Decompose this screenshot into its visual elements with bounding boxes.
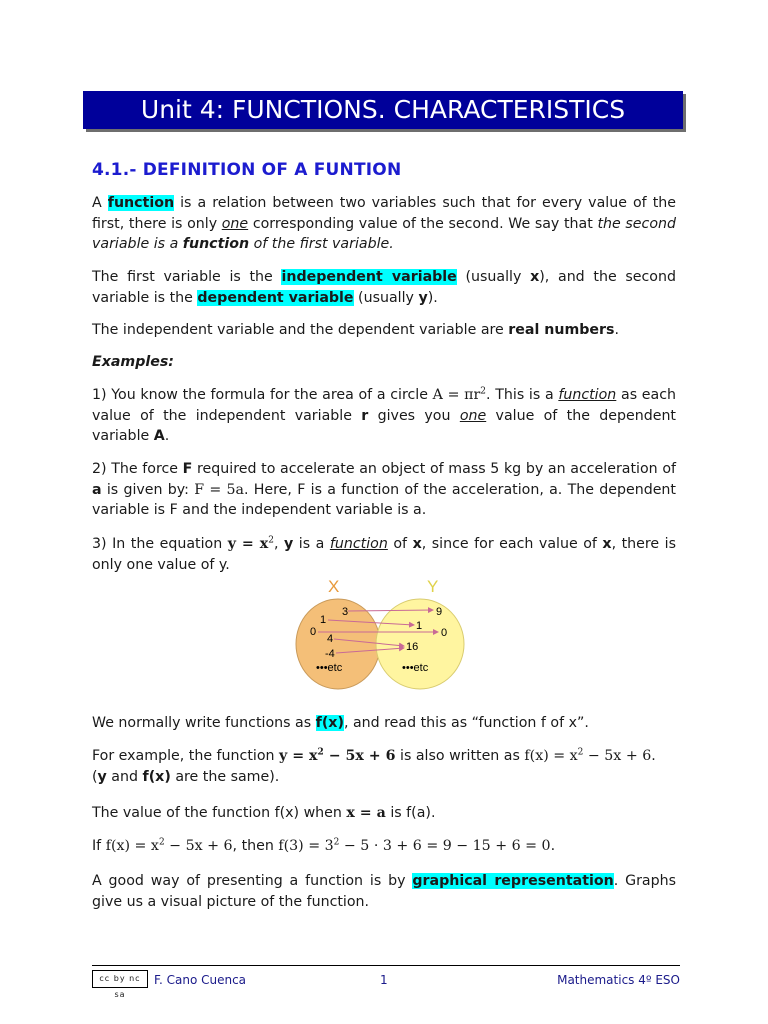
section-heading: 4.1.- DEFINITION OF A FUNTION xyxy=(92,160,402,180)
page-number: 1 xyxy=(380,973,388,987)
graph-paragraph: A good way of presenting a function is by graphical representation. Graphs give us a visual picture of the function. xyxy=(92,873,677,910)
evaluation-paragraph: If $f(x) = x^2 - 5x + 6$, then $f(3) = 3^2 - 5 \cdot 3 + 6 = 9 - 15 + 6 = 0$. xyxy=(92,837,556,854)
mapping-diagram xyxy=(290,578,470,690)
page-footer xyxy=(92,965,680,999)
page-title: Unit 4: FUNCTIONS. CHARACTERISTICS xyxy=(83,91,683,129)
example-notation-paragraph: For example, the function $y = x^2 - 5x + 6$ is also written as $f(x) = x^2 - 5x + 6$. (y and f(x) are the same). xyxy=(92,747,656,785)
x-value-3: 3 xyxy=(342,606,349,618)
footer-author: F. Cano Cuenca xyxy=(154,973,247,987)
y-value-9: 9 xyxy=(436,606,443,618)
value-paragraph: The value of the function f(x) when x = a is f(a). xyxy=(92,805,436,821)
example-1: 1) You know the formula for the area of a circle $A = \pi r^2$. This is a function as each value of the independent variable r gives you one value of the dependent variable A. xyxy=(92,386,676,444)
notation-paragraph: We normally write functions as f(x), and read this as “function f of x”. xyxy=(92,715,589,731)
x-value-0: 0 xyxy=(310,626,317,638)
real-numbers-paragraph: The independent variable and the dependent variable are real numbers. xyxy=(92,322,620,338)
domain-set xyxy=(296,599,380,689)
range-set xyxy=(376,599,464,689)
examples-heading: Examples: xyxy=(92,354,174,370)
x-value-minus-4: -4 xyxy=(325,648,335,660)
y-value-1: 1 xyxy=(416,620,423,632)
y-value-16: 16 xyxy=(406,641,419,653)
footer-course: Mathematics 4º ESO xyxy=(557,973,680,987)
set-label-x: X xyxy=(328,578,340,596)
x-value-4: 4 xyxy=(327,633,334,645)
x-value-1: 1 xyxy=(320,614,327,626)
y-value-0: 0 xyxy=(441,627,448,639)
variables-paragraph: The first variable is the independent variable (usually x), and the second variable is the dependent variable (usually y). xyxy=(92,269,676,306)
cc-license-icon: cc by nc sa xyxy=(92,970,148,988)
definition-paragraph: A function is a relation between two variables such that for every value of the first, there is only one corresponding value of the second. We say that the second variable is a function of the first variable. xyxy=(92,195,676,252)
example-3: 3) In the equation $y = x^2$, y is a function of x, since for each value of x, there is only one value of y. xyxy=(92,535,676,573)
set-label-y: Y xyxy=(427,578,439,596)
example-2: 2) The force F required to accelerate an object of mass 5 kg by an acceleration of a is given by: F = 5a. Here, F is a function of the acceleration, a. The dependent variable is F and the independent variable is a. xyxy=(92,461,676,518)
y-etc: •••etc xyxy=(402,662,429,674)
x-etc: •••etc xyxy=(316,662,343,674)
footer-divider xyxy=(92,965,680,966)
